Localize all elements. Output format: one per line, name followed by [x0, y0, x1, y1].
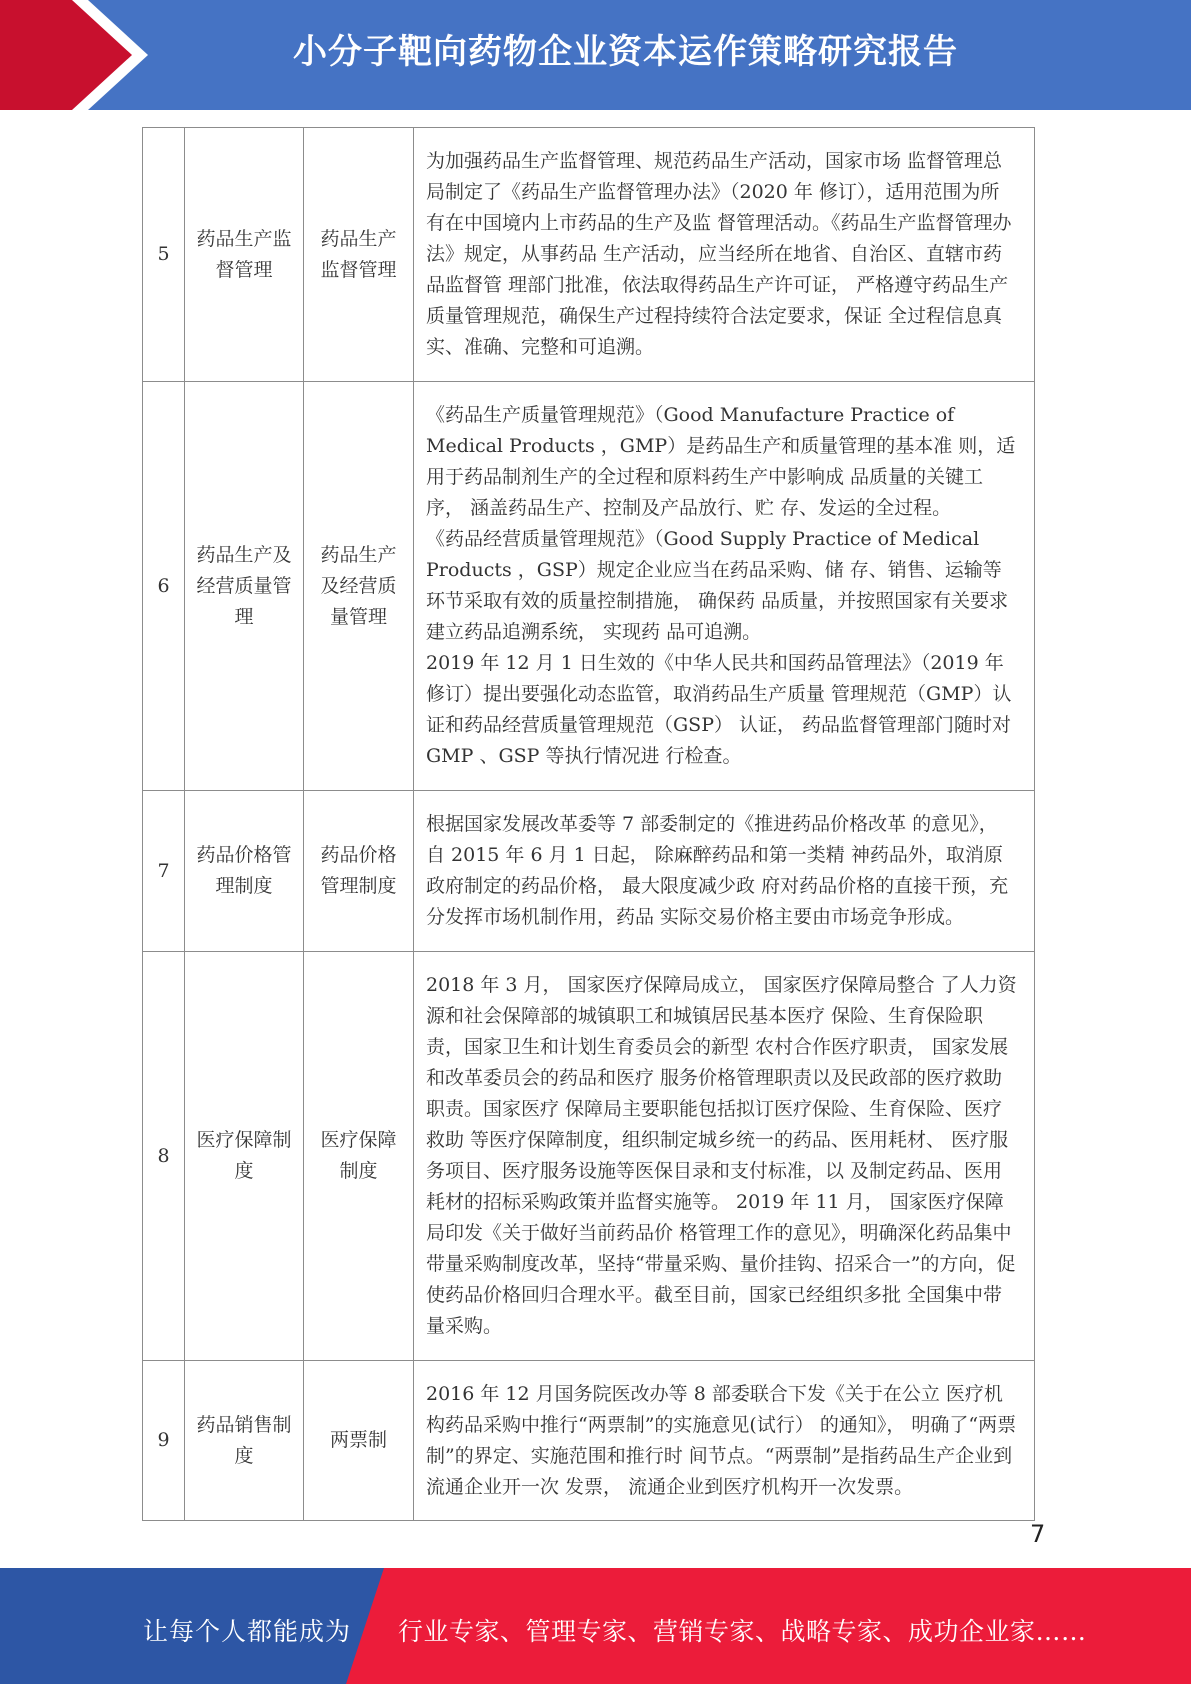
description-paragraph: 2016 年 12 月国务院医改办等 8 部委联合下发《关于在公立 医疗机构药品采购中推行“两票制”的实施意见(试行） 的通知》， 明确了“两票制”的界定、实施范围和推行时 间节点。“两票制”是指药品生产企业到流通企业开一次 发票， 流通企业到医疗机构开一次发票。	[426, 1382, 1017, 1498]
policy-description	[414, 791, 1035, 952]
document-title: 小分子靶向药物企业资本运作策略研究报告	[293, 32, 958, 72]
page-number: 7	[1030, 1520, 1046, 1548]
footer-slogan-left: 让每个人都能成为	[143, 1617, 352, 1646]
policy-description	[414, 382, 1035, 791]
description-paragraph: 为加强药品生产监督管理、规范药品生产活动，国家市场 监督管理总局制定了《药品生产监督管理办法》（2020 年 修订），适用范围为所有在中国境内上市药品的生产及监 督管理活动。《药品生产监督管理办法》规定，从事药品 生产活动，应当经所在地省、自治区、直辖市药品监督管 理部门批准，依法取得药品生产许可证， 严格遵守药品生产质量管理规范，确保生产过程持续符合法定要求，保证 全过程信息真实、准确、完整和可追溯。	[426, 150, 1012, 358]
policy-table-container	[142, 127, 1035, 1521]
policy-category: 药品销售制度	[185, 1361, 304, 1521]
table-row	[143, 128, 1035, 382]
row-number: 8	[143, 952, 185, 1361]
policy-table	[142, 127, 1035, 1521]
table-row	[143, 382, 1035, 791]
policy-category: 药品生产及经营质量管理	[185, 382, 304, 791]
policy-name: 药品价格管理制度	[304, 791, 414, 952]
policy-description	[414, 128, 1035, 382]
row-number: 5	[143, 128, 185, 382]
policy-name: 医疗保障制度	[304, 952, 414, 1361]
policy-name: 药品生产及经营质量管理	[304, 382, 414, 791]
description-paragraph: 《药品经营质量管理规范》（Good Supply Practice of Medical Products ，GSP）规定企业应当在药品采购、储 存、销售、运输等环节采取有效的质量控制措施， 确保药 品质量，并按照国家有关要求建立药品追溯系统， 实现药 品可追溯。	[426, 528, 1009, 643]
policy-name: 药品生产监督管理	[304, 128, 414, 382]
table-row	[143, 952, 1035, 1361]
policy-category: 医疗保障制度	[185, 952, 304, 1361]
footer-slogan-right: 行业专家、管理专家、营销专家、战略专家、成功企业家……	[398, 1617, 1087, 1646]
policy-description	[414, 952, 1035, 1361]
row-number: 7	[143, 791, 185, 952]
description-paragraph: 《药品生产质量管理规范》（Good Manufacture Practice of Medical Products ，GMP）是药品生产和质量管理的基本准 则，适用于药品制剂生产的全过程和原料药生产中影响成 品质量的关键工序， 涵盖药品生产、控制及产品放行、贮 存、发运的全过程。	[426, 404, 1016, 519]
description-paragraph: 2018 年 3 月， 国家医疗保障局成立， 国家医疗保障局整合 了人力资源和社会保障部的城镇职工和城镇居民基本医疗 保险、生育保险职责，国家卫生和计划生育委员会的新型 农村合作医疗职责， 国家发展和改革委员会的药品和医疗 服务价格管理职责以及民政部的医疗救助职责。国家医疗 保障局主要职能包括拟订医疗保险、生育保险、医疗救助 等医疗保障制度，组织制定城乡统一的药品、医用耗材、 医疗服务项目、医疗服务设施等医保目录和支付标准，以 及制定药品、医用耗材的招标采购政策并监督实施等。 2019 年 11 月， 国家医疗保障局印发《关于做好当前药品价 格管理工作的意见》，明确深化药品集中带量采购制度改革，坚持“带量采购、量价挂钩、招采合一”的方向，促 使药品价格回归合理水平。截至目前，国家已经组织多批 全国集中带量采购。	[426, 974, 1017, 1337]
policy-name: 两票制	[304, 1361, 414, 1521]
table-row	[143, 1361, 1035, 1521]
policy-category: 药品生产监督管理	[185, 128, 304, 382]
page-header	[0, 0, 1191, 110]
description-paragraph: 根据国家发展改革委等 7 部委制定的《推进药品价格改革 的意见》， 自 2015 年 6 月 1 日起， 除麻醉药品和第一类精 神药品外，取消原政府制定的药品价格， 最大限度减少政 府对药品价格的直接干预，充分发挥市场机制作用，药品 实际交易价格主要由市场竞争形成。	[426, 813, 1009, 928]
policy-description	[414, 1361, 1035, 1521]
row-number: 9	[143, 1361, 185, 1521]
policy-category: 药品价格管理制度	[185, 791, 304, 952]
table-row	[143, 791, 1035, 952]
description-paragraph: 2019 年 12 月 1 日生效的《中华人民共和国药品管理法》（2019 年修订）提出要强化动态监管，取消药品生产质量 管理规范（GMP）认证和药品经营质量管理规范（GSP） 认证， 药品监督管理部门随时对 GMP 、GSP 等执行情况进 行检查。	[426, 652, 1012, 767]
row-number: 6	[143, 382, 185, 791]
